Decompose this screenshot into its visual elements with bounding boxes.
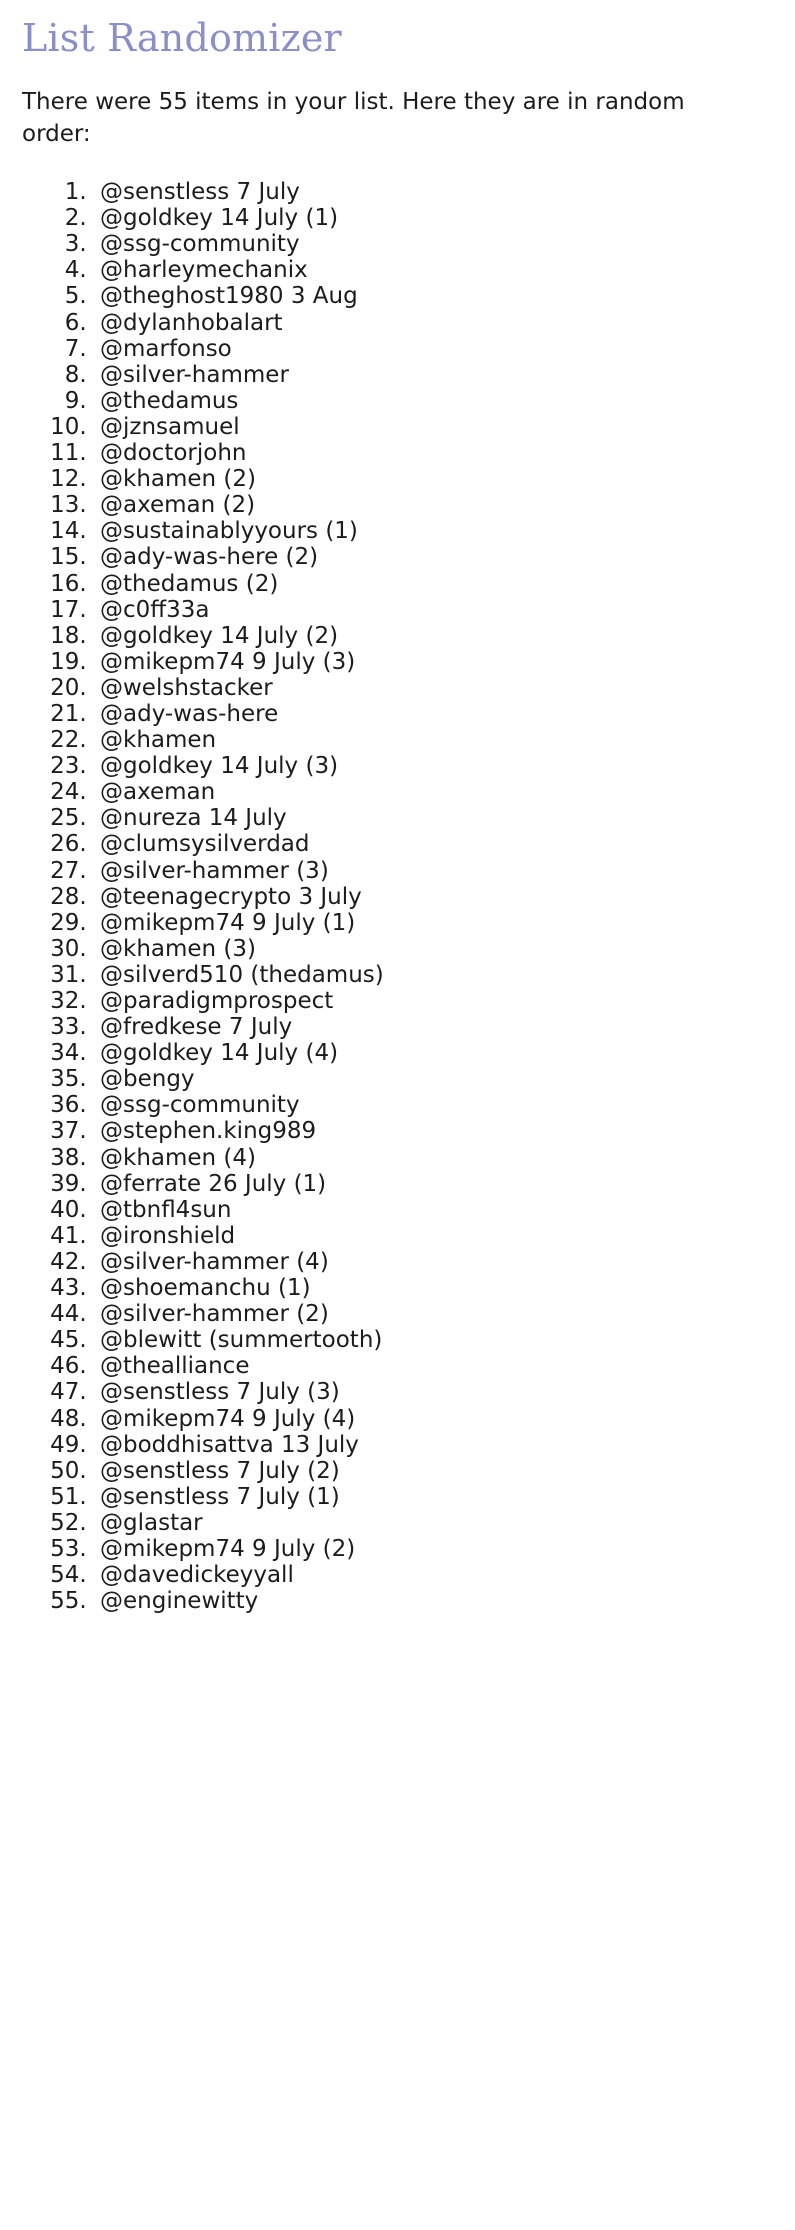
list-item: 34. @goldkey 14 July (4)	[94, 1040, 773, 1066]
list-item: 28. @teenagecrypto 3 July	[94, 884, 773, 910]
list-item: 51. @senstless 7 July (1)	[94, 1484, 773, 1510]
list-item: 15. @ady-was-here (2)	[94, 544, 773, 570]
list-item: 42. @silver-hammer (4)	[94, 1249, 773, 1275]
list-item: 16. @thedamus (2)	[94, 571, 773, 597]
list-item: 35. @bengy	[94, 1066, 773, 1092]
list-item: 19. @mikepm74 9 July (3)	[94, 649, 773, 675]
list-item: 4. @harleymechanix	[94, 257, 773, 283]
list-item: 40. @tbnfl4sun	[94, 1197, 773, 1223]
list-item: 5. @theghost1980 3 Aug	[94, 283, 773, 309]
list-item: 55. @enginewitty	[94, 1588, 773, 1614]
list-item: 48. @mikepm74 9 July (4)	[94, 1406, 773, 1432]
list-item: 21. @ady-was-here	[94, 701, 773, 727]
list-item: 10. @jznsamuel	[94, 414, 773, 440]
list-item: 9. @thedamus	[94, 388, 773, 414]
list-item: 11. @doctorjohn	[94, 440, 773, 466]
list-item: 20. @welshstacker	[94, 675, 773, 701]
list-item: 13. @axeman (2)	[94, 492, 773, 518]
list-item: 14. @sustainablyyours (1)	[94, 518, 773, 544]
list-item: 39. @ferrate 26 July (1)	[94, 1171, 773, 1197]
list-item: 53. @mikepm74 9 July (2)	[94, 1536, 773, 1562]
list-item: 7. @marfonso	[94, 336, 773, 362]
list-item: 17. @c0ff33a	[94, 597, 773, 623]
list-item: 44. @silver-hammer (2)	[94, 1301, 773, 1327]
list-item: 30. @khamen (3)	[94, 936, 773, 962]
list-item: 38. @khamen (4)	[94, 1145, 773, 1171]
list-item: 41. @ironshield	[94, 1223, 773, 1249]
list-item: 37. @stephen.king989	[94, 1118, 773, 1144]
list-item: 45. @blewitt (summertooth)	[94, 1327, 773, 1353]
list-item: 27. @silver-hammer (3)	[94, 858, 773, 884]
list-item: 47. @senstless 7 July (3)	[94, 1379, 773, 1405]
list-item: 33. @fredkese 7 July	[94, 1014, 773, 1040]
list-item: 23. @goldkey 14 July (3)	[94, 753, 773, 779]
list-item: 50. @senstless 7 July (2)	[94, 1458, 773, 1484]
random-order-list	[22, 179, 773, 1614]
list-item: 3. @ssg-community	[94, 231, 773, 257]
list-item: 46. @thealliance	[94, 1353, 773, 1379]
list-item: 8. @silver-hammer	[94, 362, 773, 388]
list-item: 24. @axeman	[94, 779, 773, 805]
list-item: 31. @silverd510 (thedamus)	[94, 962, 773, 988]
list-item: 36. @ssg-community	[94, 1092, 773, 1118]
list-item: 54. @davedickeyyall	[94, 1562, 773, 1588]
list-item: 22. @khamen	[94, 727, 773, 753]
list-item: 2. @goldkey 14 July (1)	[94, 205, 773, 231]
list-item: 6. @dylanhobalart	[94, 310, 773, 336]
list-item: 26. @clumsysilverdad	[94, 831, 773, 857]
list-item: 12. @khamen (2)	[94, 466, 773, 492]
page-title: List Randomizer	[22, 16, 342, 60]
list-item: 29. @mikepm74 9 July (1)	[94, 910, 773, 936]
list-item: 25. @nureza 14 July	[94, 805, 773, 831]
list-item: 49. @boddhisattva 13 July	[94, 1432, 773, 1458]
list-item: 52. @glastar	[94, 1510, 773, 1536]
list-item: 43. @shoemanchu (1)	[94, 1275, 773, 1301]
list-item: 32. @paradigmprospect	[94, 988, 773, 1014]
list-item: 1. @senstless 7 July	[94, 179, 773, 205]
list-item: 18. @goldkey 14 July (2)	[94, 623, 773, 649]
intro-text: There were 55 items in your list. Here they are in random order:	[22, 88, 685, 148]
